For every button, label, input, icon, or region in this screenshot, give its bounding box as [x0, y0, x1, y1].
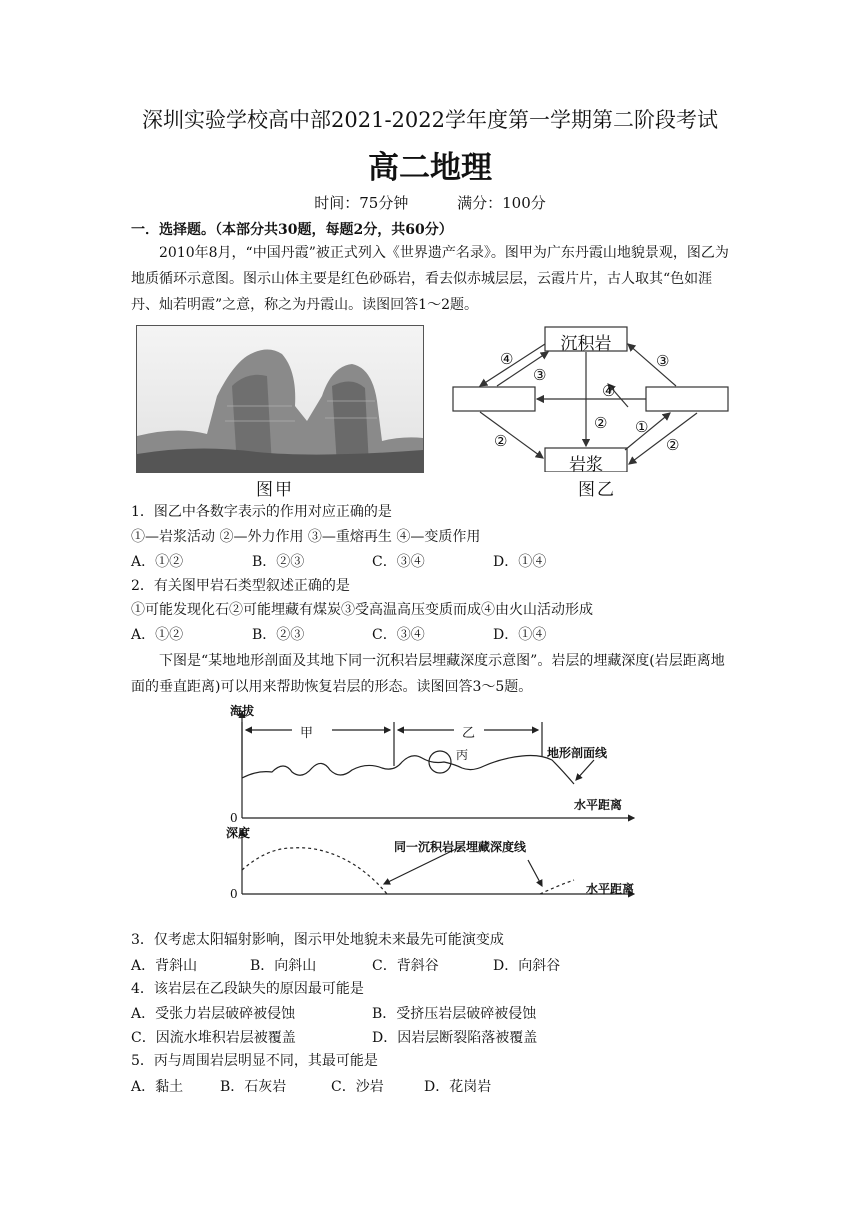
question-1-option-b[interactable]: B．②③: [252, 554, 305, 570]
exam-score: 满分：100分: [457, 194, 546, 212]
question-5-option-b[interactable]: B．石灰岩: [220, 1079, 287, 1095]
question-5-option-d[interactable]: D．花岗岩: [424, 1079, 492, 1095]
figure-a-photo: [136, 325, 424, 473]
intro-paragraph-1: 2010年8月，“中国丹霞”被正式列入《世界遗产名录》。图甲为广东丹霞山地貌景观，图乙为地质循环示意图。图示山体主要是红色砂砾岩，看去似赤城层层，云霞片片，古人取其“色如涯丹、灿若明霞”之意，称之为丹霞山。读图回答1～2题。: [131, 245, 729, 313]
question-3-option-c[interactable]: C．背斜谷: [372, 958, 439, 974]
profile-line-label: 地形剖面线: [547, 746, 608, 760]
section-title: 一．选择题。（本部分共30题，每题2分，共60分）: [131, 222, 453, 238]
exam-school-title: 深圳实验学校高中部2021-2022学年度第一学期第二阶段考试: [142, 108, 718, 132]
cycle-num-4-middle: ④: [602, 382, 616, 400]
question-4-option-a[interactable]: A．受张力岩层破碎被侵蚀: [131, 1006, 296, 1022]
question-5-option-c[interactable]: C．沙岩: [331, 1079, 384, 1095]
profile-depth-line-label: 同一沉积岩层埋藏深度线: [394, 840, 527, 854]
question-2-stem: 2．有关图甲岩石类型叙述正确的是: [131, 578, 350, 594]
cycle-num-2-right: ②: [666, 436, 680, 454]
figure-b-caption: 图乙: [578, 480, 616, 500]
intro-paragraph-2: 下图是“某地地形剖面及其地下同一沉积岩层埋藏深度示意图”。岩层的埋藏深度(岩层距离地面的垂直距离)可以用来帮助恢复岩层的形态。读图回答3～5题。: [131, 653, 725, 695]
question-3-option-a[interactable]: A．背斜山: [131, 958, 198, 974]
profile-depth-label: 深度: [226, 826, 251, 840]
profile-section-jia: 甲: [300, 726, 314, 741]
question-2-statements: ①可能发现化石②可能埋藏有煤炭③受高温高压变质而成④由火山活动形成: [131, 602, 593, 618]
profile-elevation-label: 海拔: [230, 704, 255, 718]
question-5-option-a[interactable]: A．黏土: [131, 1079, 184, 1095]
question-3-option-d[interactable]: D．向斜谷: [493, 958, 561, 974]
cycle-num-4-left: ④: [500, 350, 514, 368]
terrain-profile-figure: [222, 700, 642, 905]
question-1-option-c[interactable]: C．③④: [372, 554, 425, 570]
profile-xlabel-top: 水平距离: [574, 798, 623, 812]
profile-point-bing: 丙: [456, 748, 469, 762]
question-5-stem: 5．丙与周围岩层明显不同，其最可能是: [131, 1053, 378, 1069]
figure-b-rock-cycle: [450, 322, 730, 475]
cycle-magma-label: 岩浆: [569, 455, 603, 475]
profile-xlabel-bottom: 水平距离: [586, 882, 635, 896]
question-2-option-d[interactable]: D．①④: [493, 627, 547, 643]
question-3-stem: 3．仅考虑太阳辐射影响，图示甲处地貌未来最先可能演变成: [131, 932, 504, 948]
exam-meta: [0, 192, 860, 213]
profile-zero-bottom: 0: [230, 887, 238, 901]
question-4-option-d[interactable]: D．因岩层断裂陷落被覆盖: [372, 1030, 538, 1046]
figure-a-caption: 图甲: [256, 480, 294, 500]
cycle-num-3-right: ③: [656, 352, 670, 370]
question-2-option-b[interactable]: B．②③: [252, 627, 305, 643]
question-1-stem: 1．图乙中各数字表示的作用对应正确的是: [131, 504, 392, 520]
cycle-num-1-right: ①: [635, 418, 649, 436]
exam-subject-title: 高二地理: [368, 150, 492, 186]
profile-zero-top: 0: [230, 811, 238, 825]
question-1-option-a[interactable]: A．①②: [131, 554, 184, 570]
cycle-sedimentary-label: 沉积岩: [560, 334, 612, 354]
question-3-option-b[interactable]: B．向斜山: [250, 958, 317, 974]
cycle-num-2-left: ②: [494, 432, 508, 450]
question-1-statements: ①—岩浆活动 ②—外力作用 ③—重熔再生 ④—变质作用: [131, 529, 481, 545]
profile-section-yi: 乙: [462, 726, 476, 741]
cycle-num-2-middle: ②: [594, 414, 608, 432]
exam-time: 时间：75分钟: [314, 194, 409, 212]
question-2-option-a[interactable]: A．①②: [131, 627, 184, 643]
question-4-option-b[interactable]: B．受挤压岩层破碎被侵蚀: [372, 1006, 537, 1022]
question-4-option-c[interactable]: C．因流水堆积岩层被覆盖: [131, 1030, 296, 1046]
question-1-option-d[interactable]: D．①④: [493, 554, 547, 570]
question-2-option-c[interactable]: C．③④: [372, 627, 425, 643]
danxia-landform-image: [137, 326, 423, 472]
cycle-num-3-left: ③: [533, 366, 547, 384]
question-4-stem: 4．该岩层在乙段缺失的原因最可能是: [131, 981, 364, 997]
